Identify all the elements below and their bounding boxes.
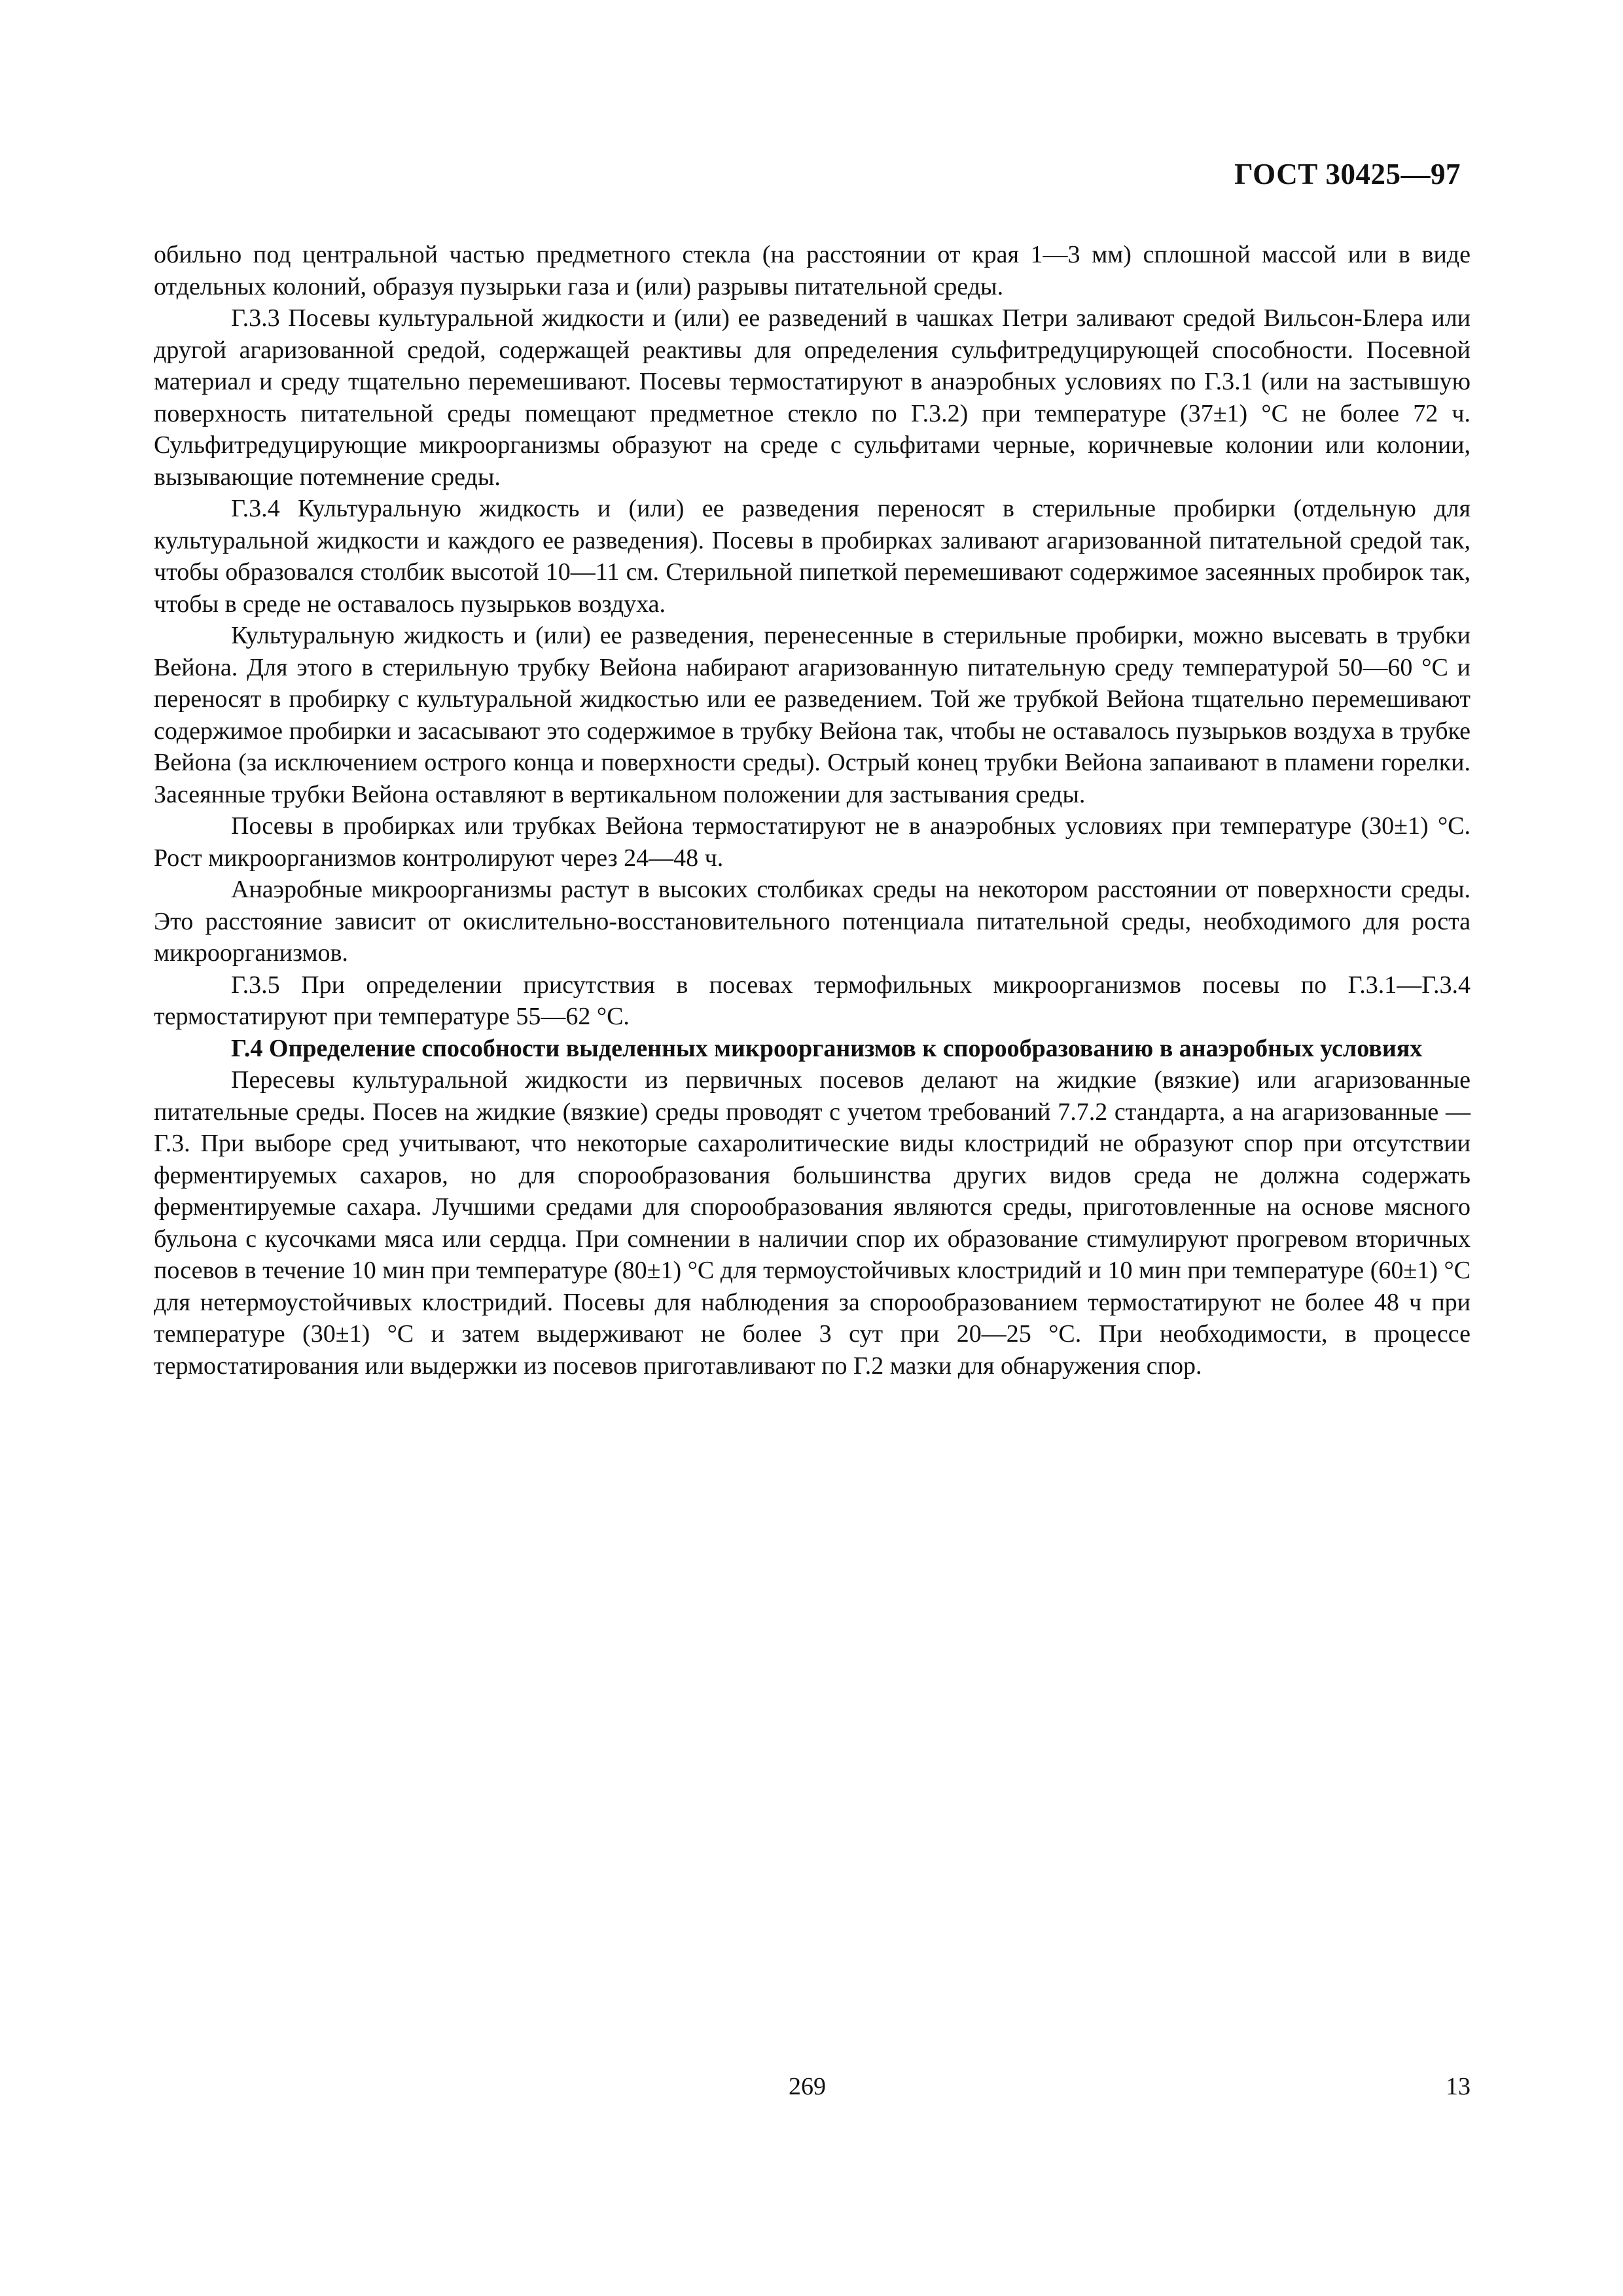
paragraph-veillon-tubes: Культуральную жидкость и (или) ее разведения, перенесенные в стерильные пробирки, можно высевать в трубки Вейона. Для этого в стерильную трубку Вейона набирают агаризованную питательную среду температурой 50—60 °С и переносят в пробирку с культуральной жидкостью или ее разведением. Той же трубкой Вейона тщательно перемешивают содержимое пробирки и засасывают это содержимое в трубку Вейона так, чтобы не оставалось пузырьков воздуха в трубке Вейона (за исключением острого конца и поверхности среды). Острый конец трубки Вейона запаивают в пламени горелки. Засеянные трубки Вейона оставляют в вертикальном положении для застывания среды. xyxy=(154,622,1471,808)
paragraph-continuation: обильно под центральной частью предметного стекла (на расстоянии от края 1—3 мм) сплошной массой или в виде отдельных колоний, образуя пузырьки газа и (или) разрывы питательной среды. xyxy=(154,241,1471,300)
paragraph-g-3-4: Г.3.4 Культуральную жидкость и (или) ее разведения переносят в стерильные пробирки (отдельную для культуральной жидкости и каждого ее разведения). Посевы в пробирках заливают агаризованной питательной средой так, чтобы образовался столбик высотой 10—11 см. Стерильной пипеткой перемешивают содержимое засеянных пробирок так, чтобы в среде не оставалось пузырьков воздуха. xyxy=(154,495,1471,618)
paragraph-incubation: Посевы в пробирках или трубках Вейона термостатируют не в анаэробных условиях при температуре (30±1) °С. Рост микроорганизмов контролируют через 24—48 ч. xyxy=(154,812,1471,872)
document-header: ГОСТ 30425—97 xyxy=(1234,158,1461,190)
page-number-center: 269 xyxy=(789,2073,826,2100)
page-number-right: 13 xyxy=(1446,2073,1471,2100)
paragraph-sporulation: Пересевы культуральной жидкости из первичных посевов делают на жидкие (вязкие) или агаризованные питательные среды. Посев на жидкие (вязкие) среды проводят с учетом требований 7.7.2 стандарта, а на агаризованные — Г.3. При выборе сред учитывают, что некоторые сахаролитические виды клостридий не образуют спор при отсутствии ферментируемых сахаров, но для спорообразования большинства других видов среда не должна содержать ферментируемые сахара. Лучшими средами для спорообразования являются среды, приготовленные на основе мясного бульона с кусочками мяса или сердца. При сомнении в наличии спор их образование стимулируют прогревом вторичных посевов в течение 10 мин при температуре (80±1) °С для термоустойчивых клостридий и 10 мин при температуре (60±1) °С для нетермоустойчивых клостридий. Посевы для наблюдения за спорообразованием термостатируют не более 48 ч при температуре (30±1) °С и затем выдерживают не более 3 сут при 20—25 °С. При необходимости, в процессе термостатирования или выдержки из посевов приготавливают по Г.2 мазки для обнаружения спор. xyxy=(154,1066,1471,1380)
document-body xyxy=(154,239,1471,1382)
paragraph-g-3-5: Г.3.5 При определении присутствия в посевах термофильных микроорганизмов посевы по Г.3.1—Г.3.4 термостатируют при температуре 55—62 °С. xyxy=(154,971,1471,1030)
section-heading-g-4: Г.4 Определение способности выделенных микроорганизмов к спорообразованию в анаэробных условиях xyxy=(231,1034,1423,1062)
paragraph-g-3-3: Г.3.3 Посевы культуральной жидкости и (или) ее разведений в чашках Петри заливают средой Вильсон-Блера или другой агаризованной средой, содержащей реактивы для определения сульфитредуцирующей способности. Посевной материал и среду тщательно перемешивают. Посевы термостатируют в анаэробных условиях по Г.3.1 (или на застывшую поверхность питательной среды помещают предметное стекло по Г.3.2) при температуре (37±1) °С не более 72 ч. Сульфитредуцирующие микроорганизмы образуют на среде с сульфитами черные, коричневые колонии или колонии, вызывающие потемнение среды. xyxy=(154,304,1471,491)
paragraph-anaerobic-growth: Анаэробные микроорганизмы растут в высоких столбиках среды на некотором расстоянии от поверхности среды. Это расстояние зависит от окислительно-восстановительного потенциала питательной среды, необходимого для роста микроорганизмов. xyxy=(154,876,1471,967)
